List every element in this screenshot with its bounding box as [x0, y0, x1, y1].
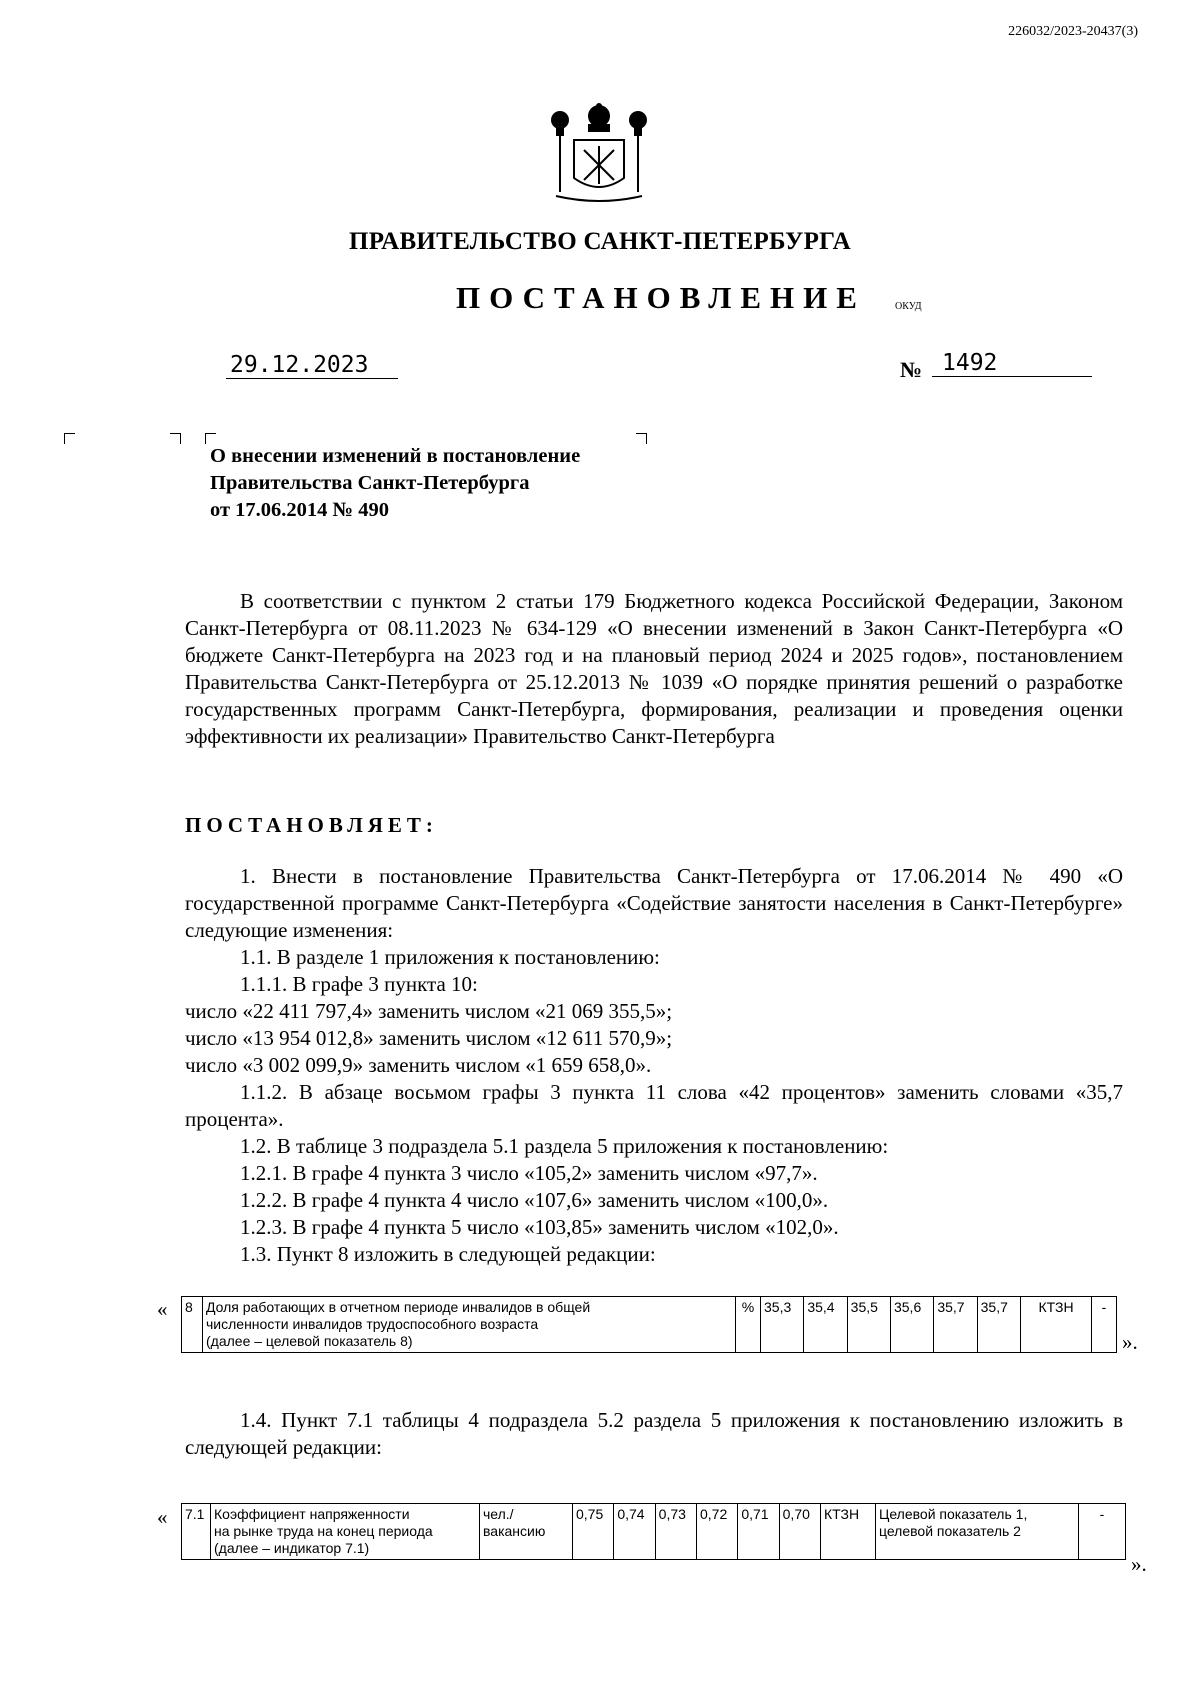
- item-1-1-2-text: 1.1.2. В абзаце восьмом графы 3 пункта 11 слова «42 процентов» заменить словами «35,7 процента».: [185, 1080, 1123, 1131]
- item-1-text: 1. Внести в постановление Правительства Санкт-Петербурга от 17.06.2014 № 490 «О государственной программе Санкт-Петербурга «Содействие занятости населения в Санкт-Петербурге» следующие изменения:: [185, 864, 1123, 942]
- document-reference-number: 226032/2023-20437(3): [1008, 24, 1138, 39]
- target-line: целевой показатель 2: [879, 1523, 1021, 1539]
- unit-line: чел./: [483, 1506, 514, 1522]
- corner-mark: [64, 433, 75, 444]
- decree-word: ПОСТАНОВЛЯЕТ:: [185, 813, 438, 837]
- name-line: на рынке труда на конец периода: [214, 1523, 433, 1539]
- item-1-1-list: [185, 944, 1125, 1079]
- table-cell-unit: %: [736, 1297, 761, 1353]
- list-item: 1.2. В таблице 3 подраздела 5.1 раздела 5 приложения к постановлению:: [240, 1134, 889, 1158]
- item-1-2-list: [185, 1133, 1125, 1268]
- table-cell-value: 35,3: [761, 1297, 804, 1353]
- table-cell-value: 35,7: [934, 1297, 977, 1353]
- government-title: ПРАВИТЕЛЬСТВО САНКТ-ПЕТЕРБУРГА: [348, 228, 852, 255]
- list-item: число «22 411 797,4» заменить числом «21 069 355,5»;: [185, 999, 673, 1023]
- table-cell-value: 35,5: [847, 1297, 890, 1353]
- list-item: число «3 002 099,9» заменить числом «1 659 658,0».: [185, 1053, 652, 1077]
- name-line: (далее – индикатор 7.1): [214, 1540, 370, 1556]
- table-cell-value: 0,72: [696, 1504, 737, 1560]
- table-cell-extra: -: [1092, 1297, 1117, 1353]
- list-item: 1.2.2. В графе 4 пункта 4 число «107,6» заменить числом «100,0».: [240, 1188, 829, 1212]
- okud-label: ОКУД: [895, 301, 922, 312]
- target-line: Целевой показатель 1,: [879, 1506, 1028, 1522]
- list-item: 1.3. Пункт 8 изложить в следующей редакции:: [240, 1242, 656, 1266]
- subject-line: от 17.06.2014 № 490: [210, 499, 390, 521]
- corner-mark: [170, 433, 181, 444]
- table-cell-name: [211, 1504, 480, 1560]
- table-row: [182, 1504, 1126, 1560]
- table-cell-value: 35,6: [890, 1297, 933, 1353]
- quote-close: ».: [1122, 1330, 1138, 1354]
- table-row: [182, 1297, 1117, 1353]
- number-label: №: [900, 357, 923, 382]
- quote-open: «: [157, 1297, 168, 1321]
- item-1-4-text: 1.4. Пункт 7.1 таблицы 4 подраздела 5.2 раздела 5 приложения к постановлению изложить в следующей редакции:: [185, 1408, 1123, 1459]
- table-cell-num: 8: [182, 1297, 203, 1353]
- list-item: 1.2.1. В графе 4 пункта 3 число «105,2» заменить числом «97,7».: [240, 1161, 818, 1185]
- name-line: численности инвалидов трудоспособного возраста: [206, 1316, 539, 1332]
- item-1-4: [185, 1407, 1123, 1461]
- unit-line: вакансию: [483, 1523, 546, 1539]
- list-item: 1.1.1. В графе 3 пункта 10:: [240, 972, 478, 996]
- name-line: Коэффициент напряженности: [214, 1506, 410, 1522]
- subject-line: Правительства Санкт-Петербурга: [210, 472, 530, 494]
- name-line: Доля работающих в отчетном периоде инвалидов в общей: [206, 1299, 591, 1315]
- list-item: число «13 954 012,8» заменить числом «12 611 570,9»;: [185, 1026, 673, 1050]
- table-cell-value: 0,73: [655, 1504, 696, 1560]
- table-item-8: [181, 1296, 1117, 1353]
- table-cell-unit: [480, 1504, 573, 1560]
- table-cell-responsible: КТЗН: [1021, 1297, 1092, 1353]
- quote-close: ».: [1131, 1552, 1147, 1576]
- table-cell-num: 7.1: [182, 1504, 211, 1560]
- table-cell-name: [203, 1297, 736, 1353]
- item-1: [185, 863, 1123, 944]
- document-date: 29.12.2023: [226, 352, 398, 379]
- table-cell-value: 0,70: [779, 1504, 820, 1560]
- coat-of-arms-emblem: [544, 100, 654, 210]
- table-cell-value: 0,74: [614, 1504, 655, 1560]
- list-item: 1.2.3. В графе 4 пункта 5 число «103,85» заменить числом «102,0».: [240, 1215, 839, 1239]
- corner-mark: [636, 433, 647, 444]
- table-cell-value: 35,7: [977, 1297, 1020, 1353]
- name-line: (далее – целевой показатель 8): [206, 1333, 413, 1349]
- quote-open: «: [157, 1505, 168, 1529]
- document-type-title: ПОСТАНОВЛЕНИЕ: [456, 280, 866, 315]
- document-number: 1492: [932, 350, 1092, 377]
- item-1-1-2: [185, 1079, 1123, 1133]
- table-cell-responsible: КТЗН: [821, 1504, 876, 1560]
- table-cell-target: [876, 1504, 1079, 1560]
- table-cell-value: 35,4: [804, 1297, 847, 1353]
- table-item-7-1: [181, 1503, 1126, 1560]
- table-cell-value: 0,75: [573, 1504, 614, 1560]
- document-subject: [210, 443, 580, 524]
- table-cell-extra: -: [1079, 1504, 1126, 1560]
- list-item: 1.1. В разделе 1 приложения к постановлению:: [240, 945, 660, 969]
- table-cell-value: 0,71: [738, 1504, 779, 1560]
- preamble: [185, 588, 1123, 750]
- preamble-text: В соответствии с пунктом 2 статьи 179 Бюджетного кодекса Российской Федерации, Законом Санкт-Петербурга от 08.11.2023 № 634-129 «О внесении изменений в Закон Санкт-Петербурга «О бюджете Санкт-Петербурга на 2023 год и на плановый период 2024 и 2025 годов», постановлением Правительства Санкт-Петербурга от 25.12.2013 № 1039 «О порядке принятия решений о разработке государственных программ Санкт-Петербурга, формирования, реализации и проведения оценки эффективности их реализации» Правительство Санкт-Петербурга: [185, 589, 1123, 748]
- subject-line: О внесении изменений в постановление: [210, 445, 581, 467]
